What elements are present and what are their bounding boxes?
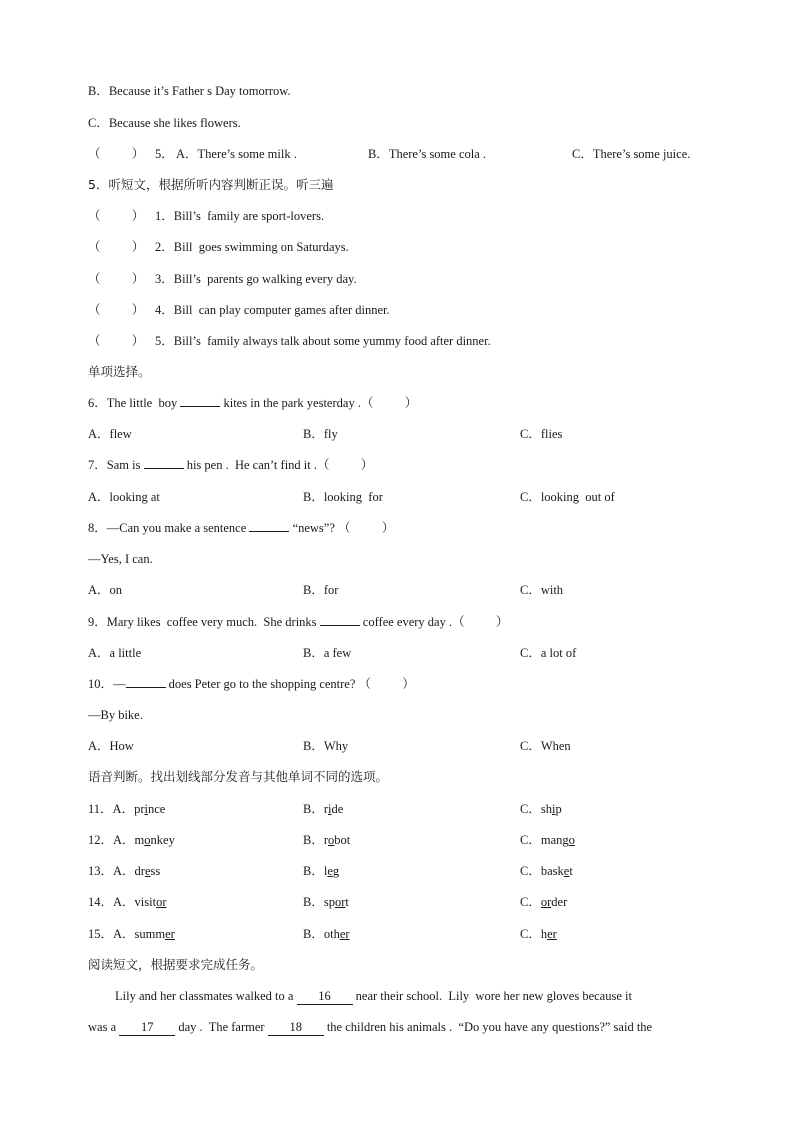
statement-item: 5．Bill’s family always talk about some yummy food after dinner.	[155, 334, 491, 348]
answer-bracket[interactable]: （ ）	[88, 209, 145, 223]
word-part: bot	[334, 833, 351, 847]
word-part: t	[345, 895, 349, 909]
word-part: visit	[134, 895, 157, 909]
underlined-sound: er	[547, 927, 557, 941]
option-letter: 15．A．	[88, 927, 135, 941]
underlined-sound: er	[339, 927, 350, 941]
answer-bracket[interactable]: （ ）	[88, 147, 145, 161]
word-part: de	[331, 802, 344, 816]
underlined-sound: o	[568, 833, 575, 847]
passage-text: day . The farmer	[175, 1020, 268, 1034]
option-letter: C．	[520, 895, 541, 909]
word-part: g	[332, 864, 340, 878]
answer-blank-18[interactable]: 18	[268, 1020, 324, 1036]
underlined-sound: e	[327, 864, 333, 878]
option-c-likes-flowers: C．Because she likes flowers.	[88, 116, 241, 130]
underlined-sound: o	[144, 833, 151, 847]
reply-line: —By bike.	[88, 708, 143, 722]
word-part: oth	[323, 927, 340, 941]
answer-bracket[interactable]: （ ）	[88, 334, 145, 348]
option-letter: 13．A．	[88, 864, 135, 878]
option-letter: C．	[520, 802, 541, 816]
question-text: “news”? （ ）	[289, 521, 395, 535]
underlined-sound: i	[328, 802, 332, 816]
statement-item: 2．Bill goes swimming on Saturdays.	[155, 240, 349, 254]
question-number: 5．	[155, 147, 174, 161]
question-6	[88, 394, 417, 412]
word-b	[303, 925, 350, 943]
word-part: summ	[134, 927, 166, 941]
underlined-sound: i	[551, 802, 556, 816]
answer-blank-17[interactable]: 17	[119, 1020, 175, 1036]
option-letter: B．	[303, 864, 324, 878]
option-letter: B．	[303, 833, 324, 847]
answer-bracket[interactable]: （ ）	[88, 272, 145, 286]
option-b: B．for	[303, 583, 339, 597]
question-text: does Peter go to the shopping centre? （ ）	[165, 677, 415, 691]
option-letter: C．	[520, 864, 541, 878]
section-title-single-choice: 单项选择。	[88, 364, 151, 379]
question-text: kites in the park yesterday .（ ）	[220, 396, 418, 410]
word-part: m	[134, 833, 145, 847]
passage-text: Lily and her classmates walked to a	[115, 989, 297, 1003]
passage-line-2	[88, 1018, 652, 1036]
question-text: coffee every day .（ ）	[359, 615, 509, 629]
statement-item: 1．Bill’s family are sport-lovers.	[155, 209, 325, 223]
option-letter: C．	[520, 927, 541, 941]
word-b	[303, 800, 343, 818]
answer-bracket[interactable]: （ ）	[88, 303, 145, 317]
question-text: 9．Mary likes coffee very much. She drinks	[88, 615, 320, 629]
underlined-sound: e	[563, 864, 570, 878]
option-letter: B．	[303, 927, 324, 941]
option-b: B．There’s some cola .	[368, 147, 487, 161]
option-b: B．looking for	[303, 490, 383, 504]
passage-text: was a	[88, 1020, 120, 1034]
word-part: sp	[323, 895, 335, 909]
option-letter: B．	[303, 802, 324, 816]
word-b	[303, 831, 350, 849]
option-letter: B．	[303, 895, 324, 909]
question-text: 8．—Can you make a sentence	[88, 521, 250, 535]
section-title-phonics: 语音判断。找出划线部分发音与其他单词不同的选项。	[88, 769, 389, 784]
underlined-sound: or	[540, 895, 552, 909]
answer-blank-16[interactable]: 16	[297, 989, 353, 1005]
answer-blank[interactable]	[249, 531, 289, 532]
section-title-reading: 阅读短文，根据要求完成任务。	[88, 957, 264, 972]
option-a: A．There’s some milk .	[176, 147, 297, 161]
option-c: C．When	[520, 739, 571, 753]
option-c: C．a lot of	[520, 646, 577, 660]
option-c: C．with	[520, 583, 564, 597]
question-8	[88, 519, 394, 537]
passage-line-1	[115, 987, 632, 1005]
word-a	[88, 831, 175, 849]
underlined-sound: or	[334, 895, 346, 909]
word-b	[303, 862, 339, 880]
reply-line: —Yes, I can.	[88, 552, 153, 566]
word-c	[520, 893, 567, 911]
question-text: 10．—	[88, 677, 126, 691]
option-b: B．a few	[303, 646, 352, 660]
section-title-listening: 5．听短文，根据所听内容判断正误。听三遍	[88, 177, 334, 192]
word-part: h	[540, 927, 548, 941]
option-letter: C．	[520, 833, 541, 847]
word-part: pr	[134, 802, 145, 816]
answer-blank[interactable]	[320, 625, 360, 626]
word-part: bask	[540, 864, 564, 878]
underlined-sound: or	[156, 895, 167, 909]
underlined-sound: i	[144, 802, 148, 816]
word-a	[88, 800, 165, 818]
passage-text: near their school. Lily wore her new gloves because it	[352, 989, 632, 1003]
option-c: C．looking out of	[520, 490, 615, 504]
underlined-sound: e	[144, 864, 151, 878]
question-10	[88, 675, 415, 693]
word-c	[520, 831, 575, 849]
option-b: B．fly	[303, 427, 338, 441]
option-b-fathers-day: B．Because it’s Father s Day tomorrow.	[88, 84, 291, 98]
option-letter: 14．A．	[88, 895, 135, 909]
option-b: B．Why	[303, 739, 349, 753]
option-a: A．a little	[88, 646, 142, 660]
word-c	[520, 862, 573, 880]
answer-bracket[interactable]: （ ）	[88, 240, 145, 254]
word-c	[520, 925, 557, 943]
word-part: ss	[150, 864, 161, 878]
question-9	[88, 613, 508, 631]
word-part: r	[323, 833, 329, 847]
option-c: C．flies	[520, 427, 563, 441]
word-part: l	[323, 864, 328, 878]
option-a: A．flew	[88, 427, 132, 441]
word-part: nkey	[150, 833, 175, 847]
word-a	[88, 893, 167, 911]
word-part: mang	[540, 833, 569, 847]
option-a: A．How	[88, 739, 134, 753]
underlined-sound: er	[165, 927, 175, 941]
statement-item: 3．Bill’s parents go walking every day.	[155, 272, 357, 286]
word-part: sh	[540, 802, 552, 816]
word-part: nce	[147, 802, 166, 816]
word-a	[88, 925, 175, 943]
option-a: A．on	[88, 583, 123, 597]
question-text: 6．The little boy	[88, 396, 181, 410]
word-c	[520, 800, 562, 818]
question-text: his pen . He can’t find it .（ ）	[183, 458, 374, 472]
answer-blank[interactable]	[180, 406, 220, 407]
underlined-sound: o	[328, 833, 335, 847]
option-c: C．There’s some juice.	[572, 147, 691, 161]
option-a: A．looking at	[88, 490, 160, 504]
option-letter: 12．A．	[88, 833, 135, 847]
passage-text: the children his animals . “Do you have any questions?” said the	[323, 1020, 653, 1034]
answer-blank[interactable]	[144, 468, 184, 469]
answer-blank[interactable]	[126, 687, 166, 688]
word-a	[88, 862, 160, 880]
question-text: 7．Sam is	[88, 458, 144, 472]
statement-item: 4．Bill can play computer games after dinner.	[155, 303, 390, 317]
option-letter: 11．A．	[88, 802, 135, 816]
word-part: p	[555, 802, 562, 816]
word-part: der	[551, 895, 568, 909]
word-part: t	[569, 864, 573, 878]
question-7	[88, 456, 373, 474]
word-part: r	[323, 802, 329, 816]
word-part: dr	[134, 864, 145, 878]
word-b	[303, 893, 349, 911]
